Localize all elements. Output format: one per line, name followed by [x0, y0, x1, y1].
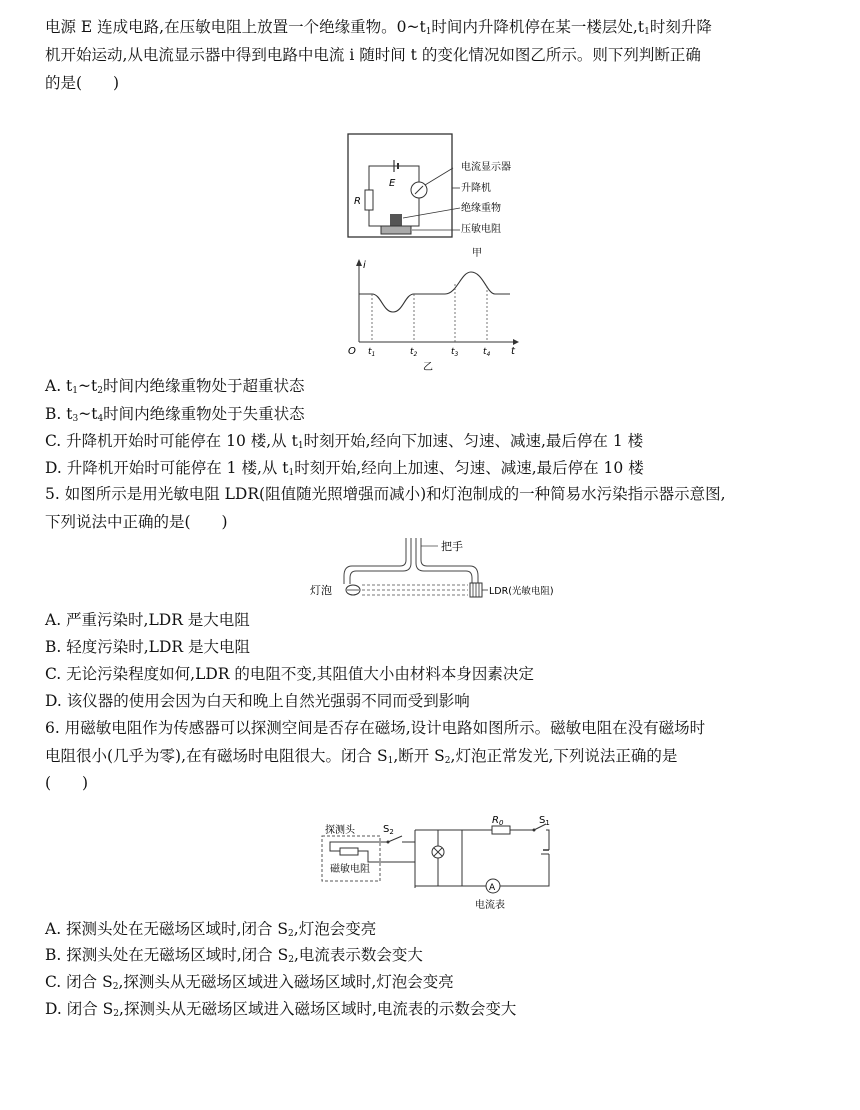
caption-yi: 乙 [423, 362, 433, 373]
label-probe: 探测头 [325, 825, 355, 836]
leader-meter [425, 168, 453, 185]
label-t1: $t_1$ [368, 347, 376, 358]
figure-jia-circuit [345, 132, 560, 260]
label-elevator: 升降机 [461, 183, 491, 194]
q4-option-b[interactable]: B. $t_3\sim t_4$时间内绝缘重物处于失重状态 [45, 405, 305, 424]
insulating-weight [390, 214, 402, 226]
q4-stem-line2: 机开始运动,从电流显示器中得到电路中电流 i 随时间 t 的变化情况如图乙所示。则下列判断正确 [45, 46, 701, 64]
q4-stem-line1: 电源 E 连成电路,在压敏电阻上放置一个绝缘重物。$0\sim t_1$时间内升降机停在某一楼层处$,t_1$时刻升降 [45, 18, 712, 37]
figure-magnetic-circuit-right-loop [320, 815, 550, 912]
s1-node [533, 829, 536, 832]
q6-stem-line3: ( ) [45, 774, 89, 792]
label-current-meter: 电流显示器 [461, 162, 511, 173]
q5-option-a[interactable]: A. 严重污染时,LDR 是大电阻 [45, 611, 250, 629]
q5-option-d[interactable]: D. 该仪器的使用会因为白天和晚上自然光强弱不同而受到影响 [45, 692, 470, 710]
resistor-r0 [492, 826, 510, 834]
label-weight: 绝缘重物 [461, 203, 501, 214]
circuit-wire-right [411, 198, 419, 226]
q5-option-c[interactable]: C. 无论污染程度如何,LDR 的电阻不变,其阻值大小由材料本身因素决定 [45, 665, 534, 683]
q5-stem-line2: 下列说法中正确的是( ) [45, 513, 228, 531]
label-r0: $R_0$ [492, 815, 504, 827]
handle-wire-1 [344, 538, 406, 584]
q4-stem-line3: 的是( ) [45, 74, 120, 92]
q4-option-a[interactable]: A. $t_1\sim t_2$时间内绝缘重物处于超重状态 [45, 377, 305, 396]
circuit-wire-left [369, 210, 381, 226]
figure-water-indicator [310, 538, 554, 604]
y-axis-arrow [356, 259, 362, 266]
q5-stem-line1: 5. 如图所示是用光敏电阻 LDR(阻值随光照增强而减小)和灯泡制成的一种简易水污染指示器示意图, [45, 485, 726, 503]
label-handle: 把手 [441, 540, 463, 553]
q6-option-a[interactable]: A. 探测头处在无磁场区域时,闭合 $S_2$,灯泡会变亮 [45, 920, 377, 939]
q4-option-c[interactable]: C. 升降机开始时可能停在 10 楼,从 $t_1$时刻开始,经向下加速、匀速、减速,最后停在 1 楼 [45, 432, 644, 451]
q6-option-c[interactable]: C. 闭合 $S_2$,探测头从无磁场区域进入磁场区域时,灯泡会变亮 [45, 973, 454, 992]
label-ldr: LDR(光敏电阻) [489, 586, 554, 597]
q6-stem-line2: 电阻很小(几乎为零),在有磁场时电阻很大。闭合 $S_1$,断开 $S_2$,灯泡正常发光,下列说法正确的是 [45, 747, 678, 766]
label-ammeter: 电流表 [475, 900, 505, 911]
q4-option-d[interactable]: D. 升降机开始时可能停在 1 楼,从 $t_1$时刻开始,经向上加速、匀速、减速,最后停在 10 楼 [45, 459, 644, 478]
label-t3: $t_3$ [451, 347, 459, 358]
wire-battery-ammeter [500, 854, 549, 886]
wire-s1-battery [546, 830, 549, 850]
label-magneto-resistor: 磁敏电阻 [330, 864, 370, 875]
pressure-resistor [381, 226, 411, 234]
label-origin: O [348, 346, 356, 357]
figure-yi-graph [345, 258, 520, 373]
label-r: R [354, 196, 361, 207]
label-axis-t: t [511, 346, 515, 357]
q6-option-b[interactable]: B. 探测头处在无磁场区域时,闭合 $S_2$,电流表示数会变大 [45, 946, 423, 965]
label-pressure-resistor: 压敏电阻 [461, 224, 501, 235]
q5-option-b[interactable]: B. 轻度污染时,LDR 是大电阻 [45, 638, 250, 656]
label-a: A [489, 883, 496, 893]
q6-stem-line1: 6. 用磁敏电阻作为传感器可以探测空间是否存在磁场,设计电路如图所示。磁敏电阻在没有磁场时 [45, 719, 706, 737]
x-axis-arrow [513, 339, 519, 345]
label-axis-i: i [363, 260, 366, 271]
caption-jia: 甲 [472, 248, 482, 259]
handle-wire-2 [350, 538, 411, 584]
label-t2: $t_2$ [410, 347, 418, 358]
label-t4: $t_4$ [483, 347, 491, 358]
label-s2: $S_2$ [383, 824, 394, 836]
label-bulb: 灯泡 [310, 584, 332, 597]
label-e: E [389, 178, 396, 189]
label-s1: $S_1$ [539, 815, 550, 827]
resistor-r [365, 190, 373, 210]
q6-option-d[interactable]: D. 闭合 $S_2$,探测头从无磁场区域进入磁场区域时,电流表的示数会变大 [45, 1000, 517, 1019]
